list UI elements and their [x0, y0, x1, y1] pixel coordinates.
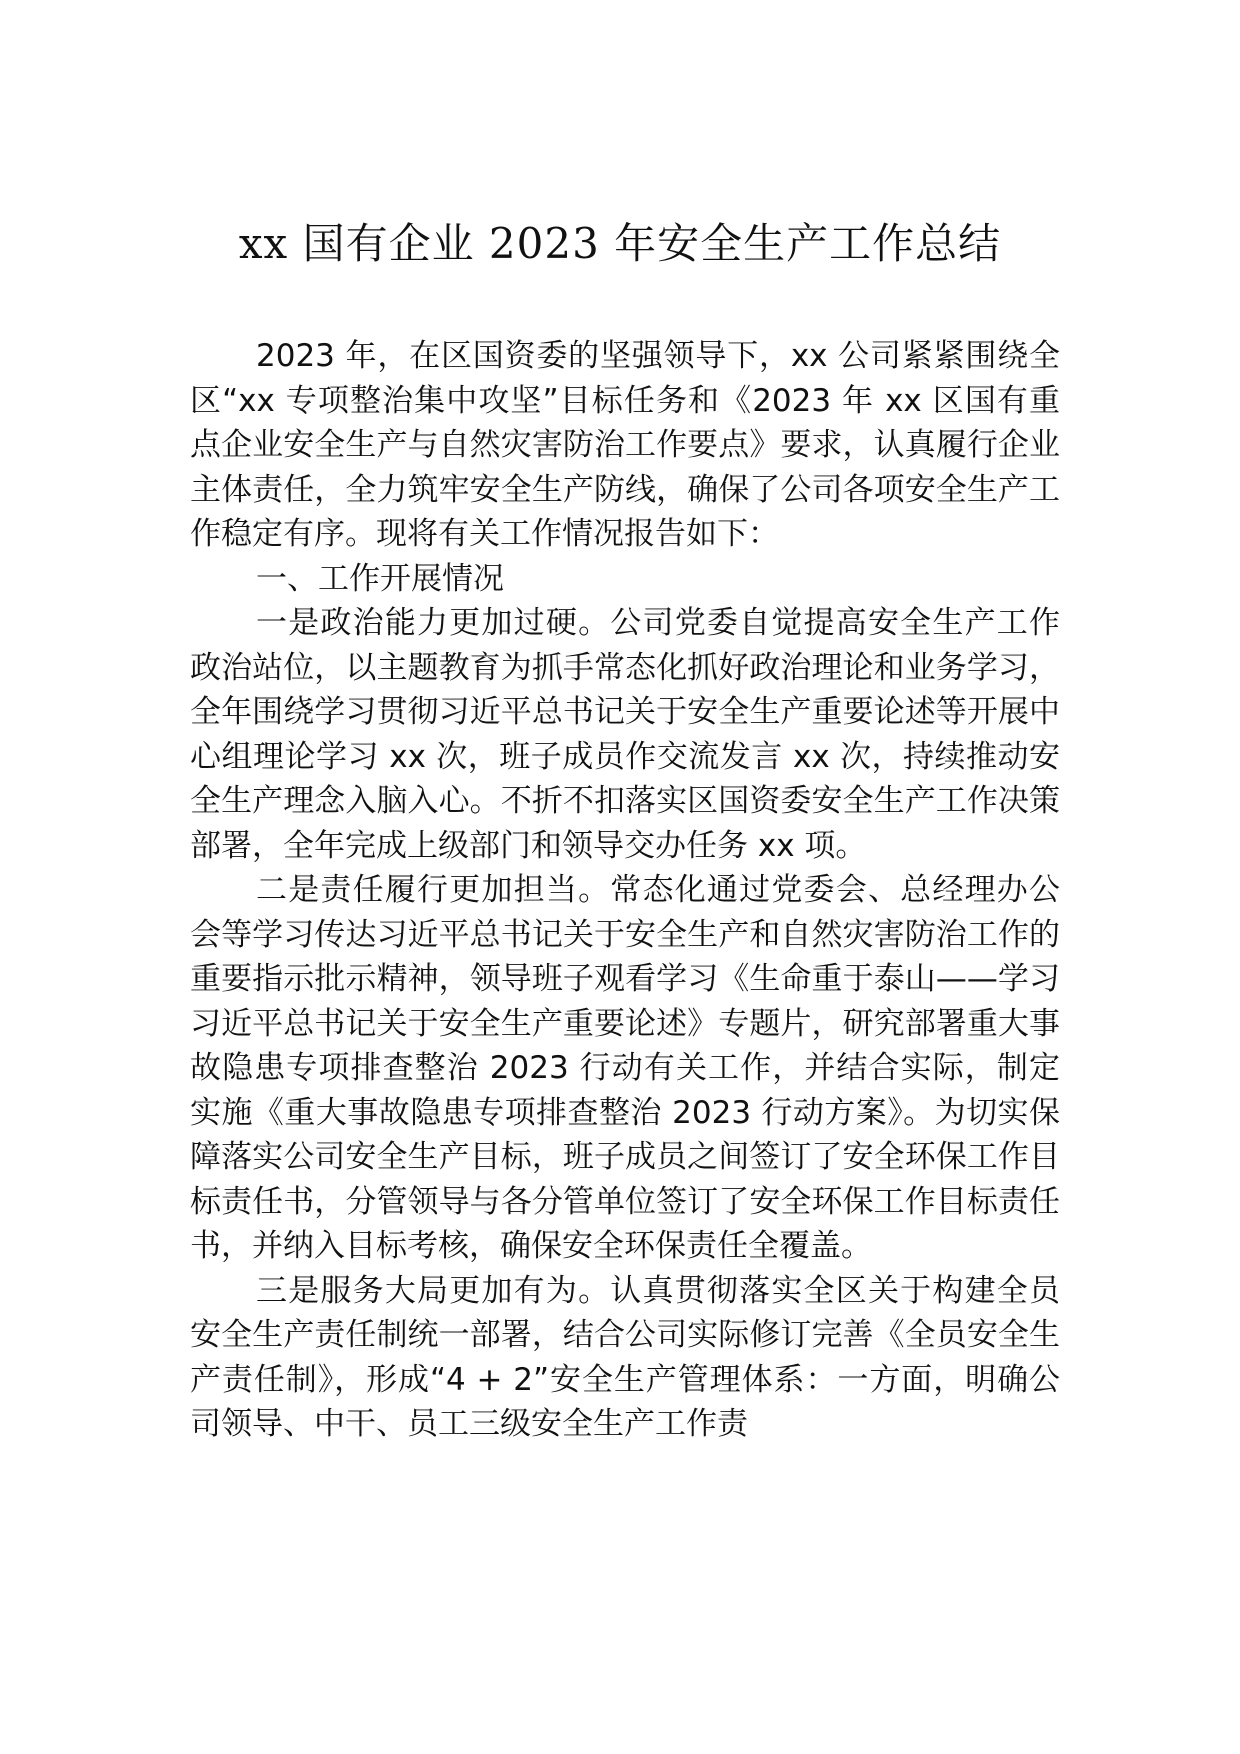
document-title: xx 国有企业 2023 年安全生产工作总结 — [238, 219, 1002, 268]
section-heading: 一、工作开展情况 — [256, 560, 504, 597]
document-body — [190, 334, 1060, 1447]
intro-paragraph: 2023 年，在区国资委的坚强领导下，xx 公司紧紧围绕全区“xx 专项整治集中攻坚”目标任务和《2023 年 xx 区国有重点企业安全生产与自然灾害防治工作要点》要求，认真履行企业主体责任，全力筑牢安全生产防线，确保了公司各项安全生产工作稳定有序。现将有关工作情况报告如下： — [190, 338, 1060, 552]
paragraph-responsibility: 二是责任履行更加担当。常态化通过党委会、总经理办公会等学习传达习近平总书记关于安全生产和自然灾害防治工作的重要指示批示精神，领导班子观看学习《生命重于泰山——学习习近平总书记关于安全生产重要论述》专题片，研究部署重大事故隐患专项排查整治 2023 行动有关工作，并结合实际，制定实施《重大事故隐患专项排查整治 2023 行动方案》。为切实保障落实公司安全生产目标，班子成员之间签订了安全环保工作目标责任书，分管领导与各分管单位签订了安全环保工作目标责任书，并纳入目标考核，确保安全环保责任全覆盖。 — [190, 872, 1060, 1264]
paragraph-political-capacity: 一是政治能力更加过硬。公司党委自觉提高安全生产工作政治站位，以主题教育为抓手常态化抓好政治理论和业务学习，全年围绕学习贯彻习近平总书记关于安全生产重要论述等开展中心组理论学习 xx 次，班子成员作交流发言 xx 次，持续推动安全生产理念入脑入心。不折不扣落实区国资委安全生产工作决策部署，全年完成上级部门和领导交办任务 xx 项。 — [190, 605, 1060, 864]
paragraph-service: 三是服务大局更加有为。认真贯彻落实全区关于构建全员安全生产责任制统一部署，结合公司实际修订完善《全员安全生产责任制》，形成“4 + 2”安全生产管理体系：一方面，明确公司领导、中干、员工三级安全生产工作责 — [190, 1272, 1060, 1442]
